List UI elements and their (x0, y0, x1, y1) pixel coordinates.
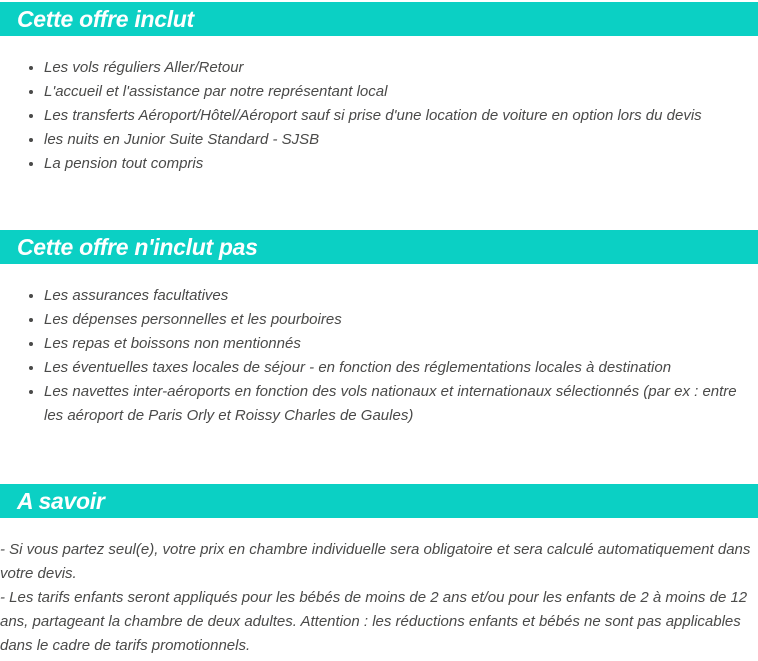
section-title-notes: A savoir (17, 487, 105, 514)
list-item: • les nuits en Junior Suite Standard - SJSB (44, 128, 748, 152)
included-list (0, 56, 758, 176)
list-item: • La pension tout compris (44, 152, 748, 176)
list-item: • Les navettes inter-aéroports en fonction des vols nationaux et internationaux sélectionnés (par ex : entre les aéroport de Paris Orly et Roissy Charles de Gaules) (44, 380, 748, 428)
offer-included-section (0, 2, 758, 176)
note-paragraph: - Si vous partez seul(e), votre prix en chambre individuelle sera obligatoire et sera calculé automatiquement dans votre devis. (0, 541, 751, 582)
list-item: • Les repas et boissons non mentionnés (44, 332, 748, 356)
section-header-not-included (0, 230, 758, 264)
list-item: • Les dépenses personnelles et les pourboires (44, 308, 748, 332)
not-included-list (0, 284, 758, 428)
section-title-included: Cette offre inclut (17, 5, 194, 32)
notes-section (0, 484, 758, 658)
list-item: • Les éventuelles taxes locales de séjour - en fonction des réglementations locales à destination (44, 356, 748, 380)
list-item: • Les assurances facultatives (44, 284, 748, 308)
note-paragraph: - Les tarifs enfants seront appliqués pour les bébés de moins de 2 ans et/ou pour les enfants de 2 à moins de 12 ans, partageant la chambre de deux adultes. Attention : les réductions enfants et bébés ne sont pas applicables dans le cadre de tarifs promotionnels. (0, 589, 748, 654)
section-title-not-included: Cette offre n'inclut pas (17, 233, 258, 260)
list-item: • Les transferts Aéroport/Hôtel/Aéroport sauf si prise d'une location de voiture en option lors du devis (44, 104, 748, 128)
section-header-notes (0, 484, 758, 518)
list-item: • Les vols réguliers Aller/Retour (44, 56, 748, 80)
notes-text (0, 538, 758, 658)
offer-not-included-section (0, 230, 758, 428)
section-header-included (0, 2, 758, 36)
list-item: • L'accueil et l'assistance par notre représentant local (44, 80, 748, 104)
